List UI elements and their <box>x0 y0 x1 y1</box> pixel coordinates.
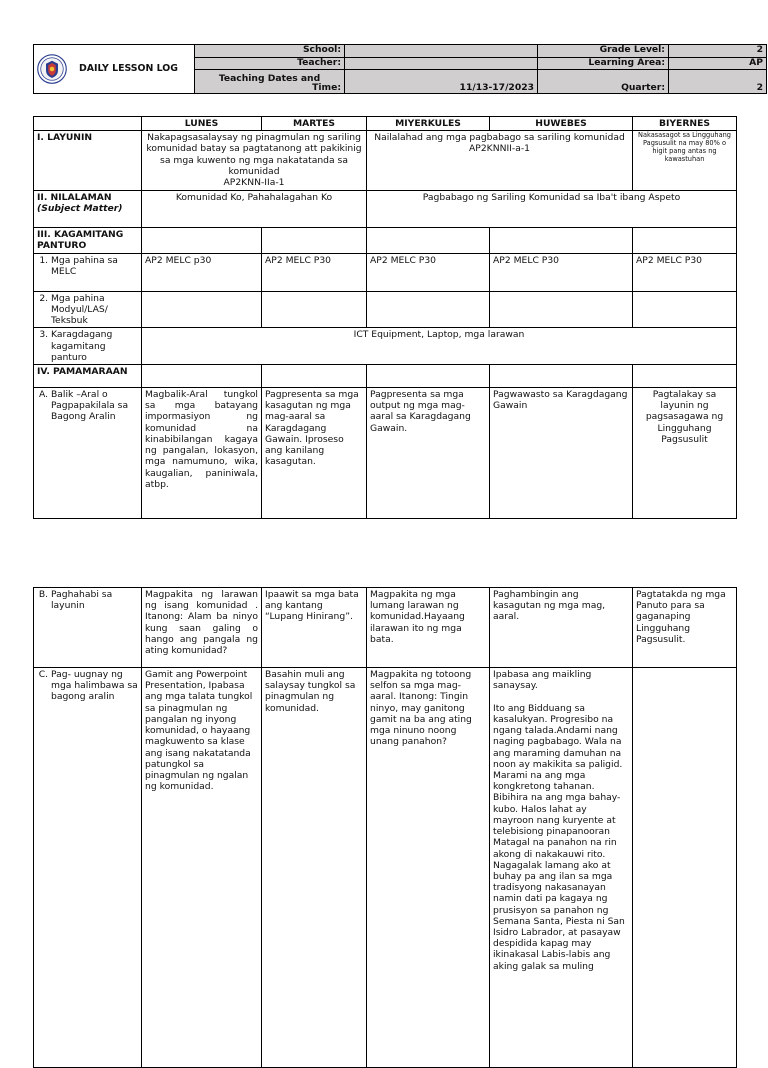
teacher-value <box>345 58 538 70</box>
nilalaman-wed-fri: Pagbabago ng Sariling Komunidad sa Iba't ibang Aspeto <box>367 191 737 228</box>
pag-uugnay-thu: Ipabasa ang maikling sanaysay. Ito ang Bidduang sa kasalukyan. Progresibo na ngang talada.Andami nang naging pagbabago. Wala na ang maraming damuhan na noon ay makikita sa paligid. Marami na ang mga kongkretong tahanan. Bibihira na ang mga bahay-kubo. Halos lahat ay mayroon nang kuryente at telebisiong pinapanooran Matagal na panahon na rin akong di nakakauwi rito. Nagagalak lamang ako at buhay pa ang ilan sa mga tradisyong nakasanayan namin dati pa kagaya ng prusisyon sa panahon ng Semana Santa, Piesta ni San Isidro Labrador, at pasayaw despidida kapag may ikinakasal Labis-labis ang aking galak sa muling <box>490 668 633 1068</box>
paghahabi-label: B. Paghahabi sa layunin <box>51 589 138 611</box>
melc-row <box>34 253 737 291</box>
melc-label-cell <box>34 253 142 291</box>
paghahabi-tue: Ipaawit sa mga bata ang kantang “Lupang Hinirang”. <box>262 588 367 668</box>
lesson-table-page1 <box>33 116 737 519</box>
days-header-row <box>34 117 737 131</box>
paghahabi-wed: Magpakita ng mga lumang larawan ng komunidad.Hayaang ilarawan ito ng mga bata. <box>367 588 490 668</box>
pamamaraan-row <box>34 364 737 387</box>
header-brand <box>34 45 195 94</box>
learning-area-value: AP <box>669 58 767 70</box>
melc-mon: AP2 MELC p30 <box>142 253 262 291</box>
paghahabi-row <box>34 588 737 668</box>
kagamitan-row <box>34 228 737 253</box>
deped-seal-icon <box>37 54 67 84</box>
header-table <box>33 44 767 94</box>
document-title: DAILY LESSON LOG <box>79 63 178 75</box>
teacher-label: Teacher: <box>195 58 345 70</box>
lesson-table-page2 <box>33 587 737 1068</box>
day-miyerkules: MIYERKULES <box>367 117 490 131</box>
melc-wed: AP2 MELC P30 <box>367 253 490 291</box>
melc-fri: AP2 MELC P30 <box>633 253 737 291</box>
teaching-dates-label <box>195 70 345 94</box>
layunin-label: I. LAYUNIN <box>34 131 142 191</box>
teaching-dates-label-line1: Teaching Dates and <box>218 72 321 84</box>
pag-uugnay-label-cell <box>34 668 142 1068</box>
paghahabi-fri: Pagtatakda ng mga Panuto para sa gaganaping Lingguhang Pagsusulit. <box>633 588 737 668</box>
grade-level-label: Grade Level: <box>538 45 669 58</box>
nilalaman-mon-tue: Komunidad Ko, Pahahalagahan Ko <box>142 191 367 228</box>
day-huwebes: HUWEBES <box>490 117 633 131</box>
layunin-row <box>34 131 737 191</box>
balik-aral-wed: Pagpresenta sa mga output ng mga mag-aaral sa Karagdagang Gawain. <box>367 387 490 518</box>
pag-uugnay-mon: Gamit ang Powerpoint Presentation, Ipabasa ang mga talata tungkol sa pinagmulan ng pangalan ng inyong komunidad, o hayaang magkuwento sa klase ang isang nakatatanda patungkol sa pinagmulan ng ngalan ng komunidad. <box>142 668 262 1068</box>
layunin-wed-thu: Nailalahad ang mga pagbabago sa sariling komunidad AP2KNNII-a-1 <box>367 131 633 191</box>
paghahabi-mon: Magpakita ng larawan ng isang komunidad . Itanong: Alam ba ninyo kung saan galing o hango ang pangala ng ating komunidad? <box>142 588 262 668</box>
pamamaraan-label: IV. PAMAMARAAN <box>34 364 142 387</box>
melc-label: 1. Mga pahina sa MELC <box>51 255 138 277</box>
learning-area-label: Learning Area: <box>538 58 669 70</box>
nilalaman-label-cell <box>34 191 142 228</box>
corner-cell <box>34 117 142 131</box>
nilalaman-label: II. NILALAMAN <box>37 192 112 204</box>
school-value <box>345 45 538 58</box>
day-lunes: LUNES <box>142 117 262 131</box>
teaching-dates-value: 11/13-17/2023 <box>345 70 538 94</box>
day-martes: MARTES <box>262 117 367 131</box>
balik-aral-label: A. Balik –Aral o Pagpapakilala sa Bagong Aralin <box>51 389 138 423</box>
balik-aral-label-cell <box>34 387 142 518</box>
karagdagang-label: 3. Karagdagang kagamitang panturo <box>51 329 138 363</box>
quarter-value: 2 <box>669 70 767 94</box>
melc-thu: AP2 MELC P30 <box>490 253 633 291</box>
pag-uugnay-fri <box>633 668 737 1068</box>
karagdagang-row <box>34 328 737 365</box>
balik-aral-thu: Pagwawasto sa Karagdagang Gawain <box>490 387 633 518</box>
modyul-row <box>34 291 737 328</box>
layunin-fri: Nakasasagot sa Lingguhang Pagsusulit na may 80% o higit pang antas ng kawastuhan <box>633 131 737 191</box>
modyul-label: 2. Mga pahina Modyul/LAS/ Teksbuk <box>51 293 138 327</box>
nilalaman-row <box>34 191 737 228</box>
pag-uugnay-tue: Basahin muli ang salaysay tungkol sa pinagmulan ng komunidad. <box>262 668 367 1068</box>
balik-aral-fri: Pagtalakay sa layunin ng pagsasagawa ng Lingguhang Pagsusulit <box>633 387 737 518</box>
paghahabi-label-cell <box>34 588 142 668</box>
school-label: School: <box>195 45 345 58</box>
teaching-dates-label-line2: Time: <box>312 82 341 94</box>
kagamitan-label: III. KAGAMITANG PANTURO <box>34 228 142 253</box>
pag-uugnay-wed: Magpakita ng totoong selfon sa mga mag-aaral. Itanong: Tingin ninyo, may ganitong gamit na ba ang ating mga ninuno noong unang panahon? <box>367 668 490 1068</box>
melc-tue: AP2 MELC P30 <box>262 253 367 291</box>
karagdagang-value: ICT Equipment, Laptop, mga larawan <box>142 328 737 365</box>
nilalaman-sub: (Subject Matter) <box>37 203 123 215</box>
paghahabi-thu: Paghambingin ang kasagutan ng mga mag, aaral. <box>490 588 633 668</box>
balik-aral-tue: Pagpresenta sa mga kasagutan ng mga mag-aaral sa Karagdagang Gawain. Iproseso ang kanilang kasagutan. <box>262 387 367 518</box>
balik-aral-mon: Magbalik-Aral tungkol sa mga batayang impormasiyon ng komunidad na kinabibilangan kagaya ng pangalan, lokasyon, mga namumuno, wika, kaugalian, paniniwala, atbp. <box>142 387 262 518</box>
pag-uugnay-label: C. Pag- uugnay ng mga halimbawa sa bagong aralin <box>51 669 138 703</box>
grade-level-value: 2 <box>669 45 767 58</box>
modyul-label-cell <box>34 291 142 328</box>
day-biyernes: BIYERNES <box>633 117 737 131</box>
layunin-mon-tue: Nakapagsasalaysay ng pinagmulan ng sariling komunidad batay sa pagtatanong att pakikinig sa mga kuwento ng mga nakatatanda sa komunidad AP2KNN-IIa-1 <box>142 131 367 191</box>
quarter-label: Quarter: <box>538 70 669 94</box>
balik-aral-row <box>34 387 737 518</box>
karagdagang-label-cell <box>34 328 142 365</box>
pag-uugnay-row <box>34 668 737 1068</box>
